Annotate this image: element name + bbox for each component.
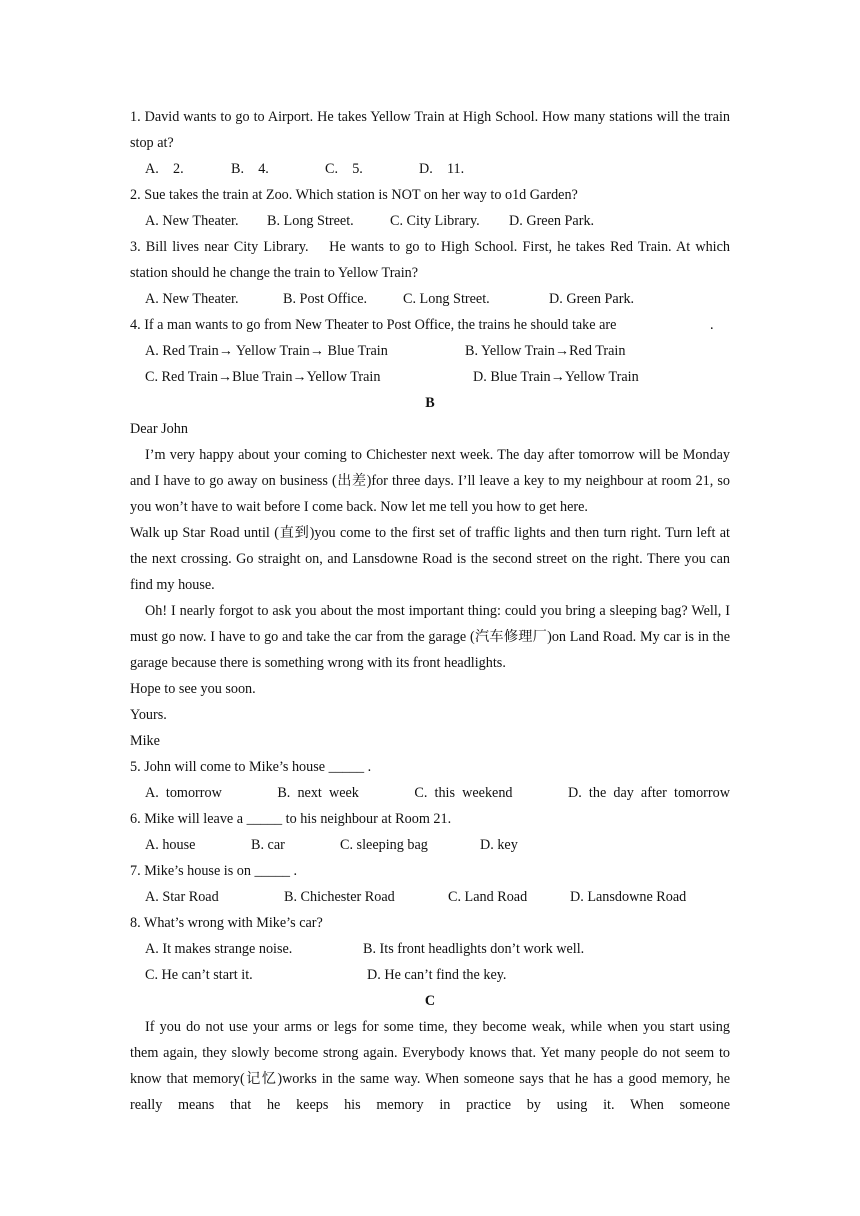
question-6-stem: 6. Mike will leave a _____ to his neighbour at Room 21.: [130, 811, 452, 827]
option-c: C. He can’t start it.: [145, 967, 253, 983]
option-d: D. Green Park.: [549, 291, 635, 307]
question-5-stem: 5. John will come to Mike’s house _____ .: [130, 759, 372, 775]
question-4-stem-end: .: [710, 317, 714, 333]
option-a: A. It makes strange noise.: [145, 941, 293, 957]
letter-salutation: Dear John: [130, 421, 188, 437]
option-b: B. Chichester Road: [284, 889, 395, 905]
letter-paragraph-2: Walk up Star Road until (直到)you come to the first set of traffic lights and then turn right. Turn left at the next crossing. Go straight on, and Lansdowne Road is the second street on the right. There you can find my house.: [130, 525, 730, 593]
question-7-stem: 7. Mike’s house is on _____ .: [130, 863, 298, 879]
option-b: B. Long Street.: [267, 213, 354, 229]
option-a: A. tomorrow: [145, 785, 222, 801]
letter-signature: Mike: [130, 733, 160, 749]
option-a: A. Star Road: [145, 889, 219, 905]
option-d: D. Lansdowne Road: [570, 889, 687, 905]
section-c-heading: C: [424, 993, 436, 1009]
question-3-options: [130, 286, 730, 312]
option-d: D. Green Park.: [509, 213, 595, 229]
option-a: A. house: [145, 837, 196, 853]
option-b: B. 4.: [231, 161, 269, 177]
worksheet-page: [130, 104, 730, 1118]
option-c: C. sleeping bag: [340, 837, 428, 853]
option-d: D. Blue Train→Yellow Train: [473, 369, 639, 385]
option-c: C. Red Train→Blue Train→Yellow Train: [145, 369, 381, 385]
letter-paragraph-1: I’m very happy about your coming to Chichester next week. The day after tomorrow will be Monday and I have to go away on business (出差)for three days. I’ll leave a key to my neighbour at room 21, so you won’t have to wait before I come back. Now let me tell you how to get here.: [130, 447, 730, 515]
option-b: B. Yellow Train→Red Train: [465, 343, 626, 359]
question-2-options: [130, 208, 730, 234]
passage-c-paragraph-1: If you do not use your arms or legs for some time, they become weak, while when you start using them again, they slowly become strong again. Everybody knows that. Yet many people do not seem to know that memory(记忆)works in the same way. When someone says that he has a good memory, he really means that he keeps his memory in practice by using it. When someone: [130, 1019, 730, 1113]
question-7-options: [130, 884, 730, 910]
option-c: C. City Library.: [390, 213, 480, 229]
option-d: D. key: [480, 837, 518, 853]
option-b: B. Its front headlights don’t work well.: [363, 941, 585, 957]
question-4-stem-row: [130, 312, 730, 338]
question-1-options: [130, 156, 730, 182]
option-c: C. 5.: [325, 161, 363, 177]
option-c: C. Land Road: [448, 889, 528, 905]
question-4-stem: 4. If a man wants to go from New Theater to Post Office, the trains he should take are: [130, 317, 617, 333]
option-a: A. New Theater.: [145, 213, 239, 229]
option-d: D. He can’t find the key.: [367, 967, 507, 983]
letter-closing-1: Hope to see you soon.: [130, 681, 256, 697]
option-d: D. 11.: [419, 161, 465, 177]
option-a: A. 2.: [145, 161, 184, 177]
question-2-stem: 2. Sue takes the train at Zoo. Which station is NOT on her way to o1d Garden?: [130, 187, 578, 203]
option-b: B. car: [251, 837, 285, 853]
section-b-heading: B: [425, 395, 435, 411]
option-c: C. this weekend: [414, 785, 513, 801]
option-d: D. the day after tomorrow: [568, 785, 730, 801]
question-8-stem: 8. What’s wrong with Mike’s car?: [130, 915, 323, 931]
question-4-options-row-1: [130, 338, 730, 364]
question-6-options: [130, 832, 730, 858]
option-a: A. Red Train→ Yellow Train→ Blue Train: [145, 343, 388, 359]
question-1-stem: 1. David wants to go to Airport. He takes Yellow Train at High School. How many stations will the train stop at?: [130, 109, 730, 151]
letter-paragraph-3: Oh! I nearly forgot to ask you about the most important thing: could you bring a sleeping bag? Well, I must go now. I have to go and take the car from the garage (汽车修理厂)on Land Road. My car is in the garage because there is something wrong with its front headlights.: [130, 603, 730, 671]
question-4-options-row-2: [130, 364, 730, 390]
option-a: A. New Theater.: [145, 291, 239, 307]
option-b: B. next week: [277, 785, 359, 801]
option-b: B. Post Office.: [283, 291, 368, 307]
option-c: C. Long Street.: [403, 291, 490, 307]
question-5-options: [130, 780, 730, 806]
letter-closing-2: Yours.: [130, 707, 167, 723]
question-3-stem: 3. Bill lives near City Library. He wants to go to High School. First, he takes Red Train. At which station should he change the train to Yellow Train?: [130, 239, 730, 281]
question-8-options-row-1: [130, 936, 730, 962]
question-8-options-row-2: [130, 962, 730, 988]
